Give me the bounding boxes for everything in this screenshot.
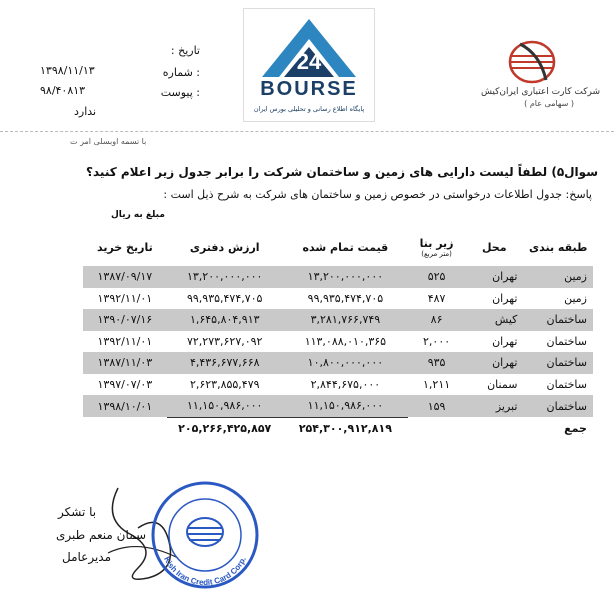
cell-location: کیش (465, 309, 523, 331)
date-value: ۱۳۹۸/۱۱/۱۳ (40, 64, 95, 77)
cell-purchase-date: ۱۳۹۷/۰۷/۰۳ (97, 377, 153, 391)
total-row (83, 417, 593, 439)
cell-location: سمنان (487, 377, 518, 391)
signer-title: مدیرعامل (62, 550, 112, 564)
reference-note: با نسمه اوبسلی امر ت (70, 137, 147, 146)
cell-classification: ساختمان (523, 352, 593, 374)
cell-book-value: ۱۳,۲۰۰,۰۰۰,۰۰۰ (167, 266, 283, 288)
cell-book-value: ۹۹,۹۳۵,۴۷۴,۷۰۵ (186, 291, 263, 305)
cell-area: ۴۸۷ (427, 291, 446, 305)
attachment-label: پیوست : (160, 86, 200, 99)
header-area-unit: (متر مربع) (421, 250, 452, 258)
cell-finished-cost: ۲,۸۴۴,۶۷۵,۰۰۰ (310, 377, 381, 391)
number-value: ۹۸/۴۰۸۱۳ (40, 84, 86, 97)
cell-area: ۹۳۵ (408, 352, 465, 374)
cell-classification: ساختمان (523, 309, 593, 331)
cell-finished-cost: ۱۱,۱۵۰,۹۸۶,۰۰۰ (283, 395, 408, 417)
cell-area: ۱,۲۱۱ (423, 377, 451, 391)
header-finished-cost: قیمت تمام شده (302, 241, 389, 254)
header-purchase-date: تاریخ خرید (96, 241, 153, 254)
cell-book-value: ۴,۴۳۶,۶۷۷,۶۶۸ (167, 352, 283, 374)
answer-text: پاسخ: جدول اطلاعات درخواستی در خصوص زمین و ساختمان های شرکت به شرح ذیل است : (163, 188, 592, 201)
cell-location: تهران (465, 352, 523, 374)
cell-finished-cost: ۱۱۳,۰۸۸,۰۱۰,۳۶۵ (304, 334, 387, 348)
cell-finished-cost: ۱۳,۲۰۰,۰۰۰,۰۰۰ (283, 266, 408, 288)
table-row (83, 288, 593, 310)
cell-area: ۱۵۹ (408, 395, 465, 417)
table-row (83, 374, 593, 396)
total-book-value: ۲۰۵,۲۶۶,۴۲۵,۸۵۷ (167, 417, 283, 439)
total-label: جمع (523, 417, 593, 439)
cell-classification: ساختمان (546, 334, 587, 348)
date-label: تاریخ : (170, 44, 200, 57)
header-area-label: زیر بنا (419, 237, 454, 250)
attachment-row (40, 86, 200, 100)
number-row (40, 66, 200, 80)
cell-purchase-date: ۱۳۹۲/۱۱/۰۱ (97, 334, 153, 348)
header-location: محل (481, 241, 507, 254)
cell-classification: ساختمان (523, 395, 593, 417)
cell-finished-cost: ۹۹,۹۳۵,۴۷۴,۷۰۵ (307, 291, 384, 305)
assets-table (83, 229, 593, 439)
cell-purchase-date: ۱۳۸۷/۰۹/۱۷ (83, 266, 167, 288)
cell-book-value: ۱۱,۱۵۰,۹۸۶,۰۰۰ (167, 395, 283, 417)
signer-name: سمان منعم طبری (56, 528, 147, 542)
cell-area: ۲,۰۰۰ (423, 334, 451, 348)
thanks-text: با تشکر (58, 505, 97, 519)
number-label: شماره : (162, 66, 200, 79)
cell-area: ۵۲۵ (408, 266, 465, 288)
table-header-row (83, 229, 593, 266)
cell-purchase-date: ۱۳۹۲/۱۱/۰۱ (97, 291, 153, 305)
total-finished-cost: ۲۵۴,۳۰۰,۹۱۲,۸۱۹ (283, 417, 408, 439)
cell-book-value: ۱,۶۴۵,۸۰۴,۹۱۳ (167, 309, 283, 331)
cell-area: ۸۶ (408, 309, 465, 331)
table-row (83, 331, 593, 353)
company-name: شرکت کارت اعتباری ایران‌کیش (480, 87, 600, 97)
bourse24-tagline: پایگاه اطلاع رسانی و تحلیلی بورس ایران (253, 105, 365, 113)
table-row (83, 309, 593, 331)
company-logo-icon (500, 36, 564, 88)
header-book-value: ارزش دفتری (189, 241, 260, 254)
header-classification: طبقه بندی (529, 241, 588, 254)
bourse24-wordmark: BOURSE (260, 78, 358, 100)
bourse24-logo (243, 8, 375, 122)
bourse24-logo-graphic (244, 9, 374, 121)
cell-purchase-date: ۱۳۸۷/۱۱/۰۳ (83, 352, 167, 374)
header-divider (0, 131, 614, 132)
header-area (408, 229, 465, 266)
bourse24-number: 24 (296, 49, 322, 74)
company-subtitle: ( سهامی عام ) (524, 99, 574, 108)
cell-location: تهران (492, 334, 518, 348)
question-text: سوال۵) لطفاً لیست دارایی های زمین و ساختمان شرکت را برابر جدول زیر اعلام کنید؟ (86, 165, 598, 179)
cell-purchase-date: ۱۳۹۸/۱۰/۰۱ (83, 395, 167, 417)
cell-purchase-date: ۱۳۹۰/۰۷/۱۶ (83, 309, 167, 331)
table-row (83, 395, 593, 417)
date-row (40, 44, 200, 58)
table-row (83, 352, 593, 374)
cell-classification: زمین (564, 291, 587, 305)
cell-book-value: ۷۲,۲۷۳,۶۲۷,۰۹۲ (186, 334, 263, 348)
cell-location: تهران (465, 266, 523, 288)
cell-book-value: ۲,۶۲۳,۸۵۵,۴۷۹ (189, 377, 260, 391)
attachment-value: ندارد (74, 105, 97, 118)
cell-classification: زمین (523, 266, 593, 288)
company-logo (500, 36, 564, 88)
currency-unit-note: مبلغ به ریال (111, 210, 165, 220)
company-stamp (150, 480, 260, 590)
cell-location: تبریز (465, 395, 523, 417)
stamp-graphic (150, 480, 260, 590)
cell-classification: ساختمان (546, 377, 587, 391)
cell-finished-cost: ۱۰,۸۰۰,۰۰۰,۰۰۰ (283, 352, 408, 374)
cell-finished-cost: ۳,۲۸۱,۷۶۶,۷۴۹ (283, 309, 408, 331)
table-row (83, 266, 593, 288)
stamp-text: Kish Iran Credit Card Corp. (162, 555, 248, 588)
cell-location: تهران (492, 291, 518, 305)
